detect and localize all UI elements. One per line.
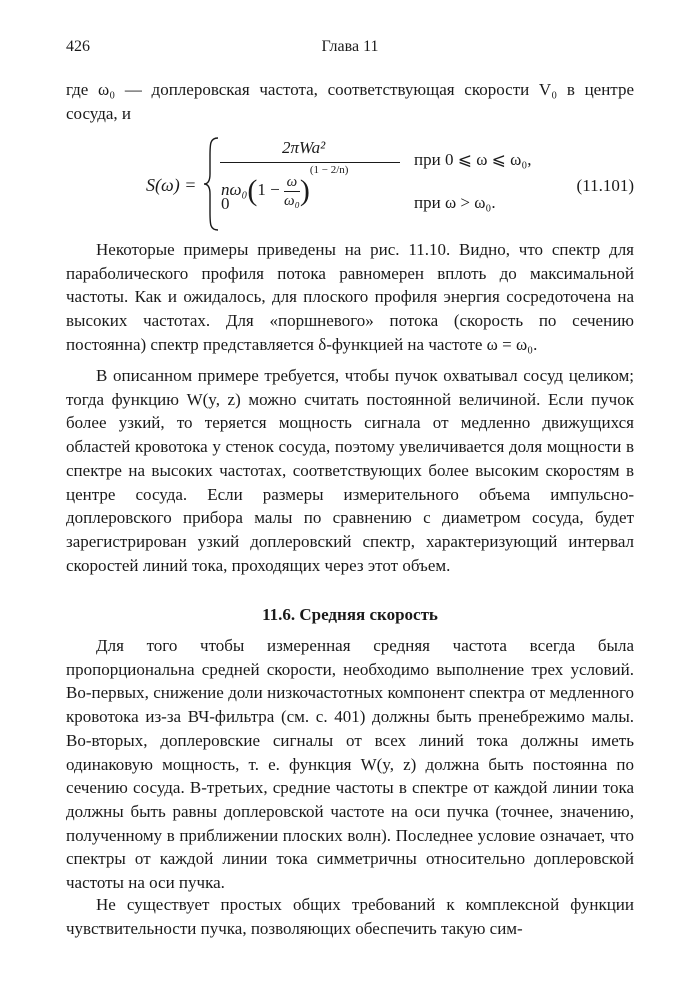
denominator-prefix: nω₀ bbox=[221, 180, 248, 199]
page-header bbox=[66, 38, 634, 60]
equation-numerator: 2πWa² bbox=[282, 138, 326, 157]
paragraph-3 bbox=[66, 364, 634, 577]
condition-2: при ω > ω₀. bbox=[414, 193, 496, 212]
inner-numerator: ω bbox=[286, 173, 298, 190]
condition-1: при 0 ⩽ ω ⩽ ω₀, bbox=[414, 150, 532, 169]
section-heading: 11.6. Средняя скорость bbox=[262, 605, 438, 624]
exponent: (1 − 2/n) bbox=[309, 164, 349, 176]
paragraph-5-text: Не существует простых общих требований к комплексной функции чувствительности пучка, позволяющих обеспечить такую сим- bbox=[66, 895, 634, 938]
equation-lhs: S(ω) = bbox=[146, 175, 197, 195]
equation-11-101 bbox=[66, 130, 634, 230]
paragraph-5 bbox=[66, 893, 634, 940]
equation-number: (11.101) bbox=[576, 176, 634, 195]
paragraph-3-text: В описанном примере требуется, чтобы пучок охватывал сосуд целиком; тогда функцию W(y, z) можно считать постоянной величиной. Если пучок более узкий, то теряется мощность сигнала от медленно движущихся областей кровотока у стенок сосуда, поэтому увеличивается доля мощности в спектре на высоких частотах, соответствующих более высоким скоростям в центре сосуда. Если размеры измерительного объема импульсно-доплеровского прибора малы по сравнению с диаметром сосуда, будет зарегистрирован узкий доплеровский спектр, характеризующий интервал скоростей линий тока, проходящих через этот объем. bbox=[66, 366, 634, 575]
paragraph-4-text: Для того чтобы измеренная средняя частота всегда была пропорциональна средней скорости, необходимо выполнение трех условий. Во-первых, снижение доли низкочастотных компонент спектра от медленного кровотока из-за ВЧ-фильтра (см. с. 401) должны быть пренебрежимо малы. Во-вторых, доплеровские сигналы от всех линий тока должны иметь одинаковую мощность, т. е. функция W(y, z) должна быть постоянна по сечению сосуда. В-третьих, средние частоты в спектре от каждой линии тока должны быть равны доплеровской частоте на оси пучка (точнее, значению, полученному в приближении плоских волн). Последнее условие означает, что спектры от каждой линии тока симметричны относительно доплеровской частоты на оси пучка. bbox=[66, 636, 634, 893]
case-zero: 0 bbox=[221, 194, 230, 213]
paragraph-4 bbox=[66, 634, 634, 895]
right-paren: ) bbox=[299, 174, 310, 208]
one-minus: 1 − bbox=[257, 180, 280, 199]
running-head: Глава 11 bbox=[321, 38, 379, 55]
paragraph-intro bbox=[66, 78, 634, 125]
paragraph-intro-text: где ω₀ — доплеровская частота, соответствующая скорости V₀ в центре сосуда, и bbox=[66, 80, 634, 123]
fraction-bar bbox=[220, 162, 400, 163]
left-paren: ( bbox=[247, 174, 258, 208]
paragraph-2 bbox=[66, 238, 634, 357]
left-brace-icon bbox=[202, 136, 220, 232]
equation-denominator bbox=[221, 164, 349, 209]
paragraph-2-text: Некоторые примеры приведены на рис. 11.10. Видно, что спектр для параболического профиля потока равномерен вплоть до максимальной частоты. Как и ожидалось, для плоского профиля энергия сосредоточена на высоких частотах. Для «поршневого» потока (скорость по сечению постоянна) спектр представляется δ-функцией на частоте ω = ω₀. bbox=[66, 240, 634, 354]
inner-denominator: ω₀ bbox=[284, 192, 300, 209]
inner-fraction bbox=[284, 174, 300, 209]
page-number: 426 bbox=[66, 38, 90, 55]
